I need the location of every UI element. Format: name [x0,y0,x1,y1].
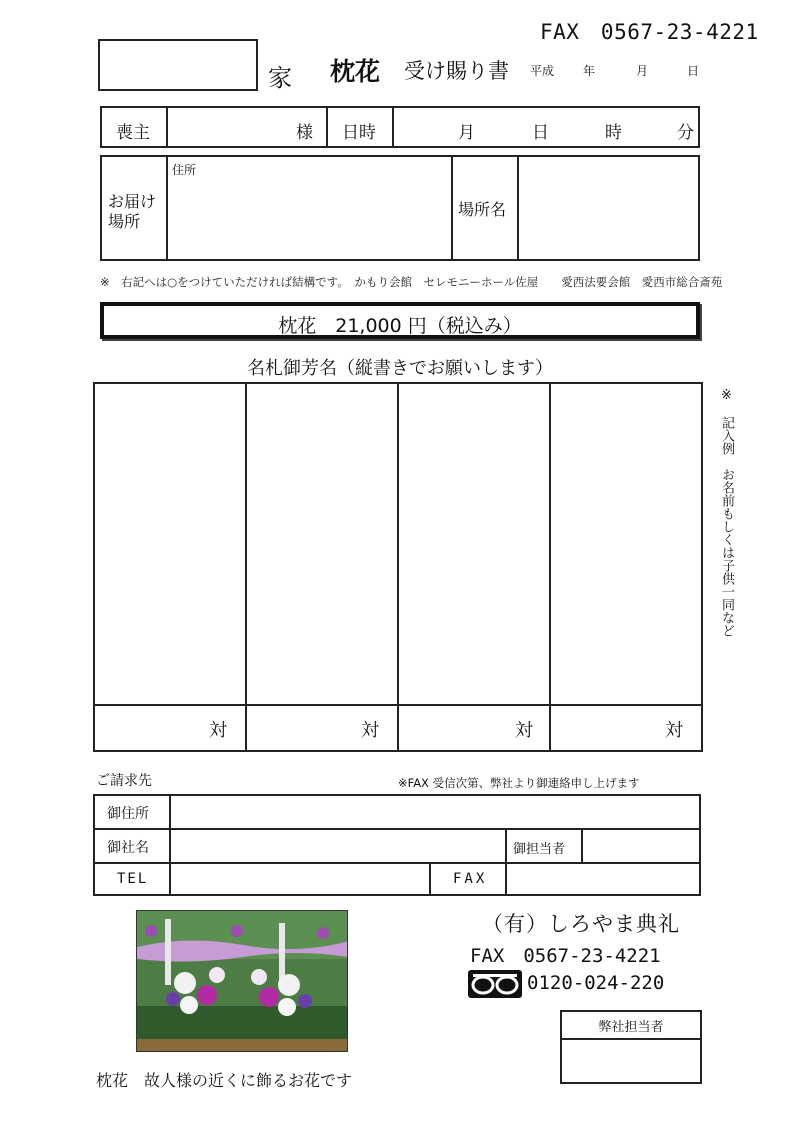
price-box [100,302,700,339]
free-dial-icon [468,970,522,998]
billing-contact-label: 御担当者 [513,842,566,857]
pair-count-2: 対 [361,720,379,741]
place-name-label: 場所名 [458,200,507,219]
billing-tel-label: TEL [117,871,149,887]
date-month-label: 月 [636,64,649,78]
delivery-label-1: お届け [108,192,157,211]
billing-address-field[interactable] [173,798,699,826]
family-suffix: 家 [268,64,292,92]
name-card-field-4[interactable] [553,386,699,702]
billing-label: ご請求先 [96,773,152,789]
staff-field[interactable] [564,1042,698,1080]
name-card-field-1[interactable] [97,386,243,702]
billing-table [93,794,701,896]
pair-count-3: 対 [515,720,533,741]
mourner-label: 喪主 [116,123,150,143]
billing-tel-field[interactable] [173,866,425,894]
billing-fax-field[interactable] [509,866,699,894]
company-name: （有）しろやま典礼 [482,912,680,936]
datetime-hour: 時 [605,123,622,143]
pair-count-1: 対 [209,720,227,741]
name-card-field-3[interactable] [401,386,547,702]
title-main: 枕花 [330,57,381,86]
datetime-month: 月 [458,123,475,143]
pillow-flower-photo [136,910,348,1052]
price-text: 枕花 21,000 円（税込み） [278,315,522,337]
header-fax: FAX 0567-23-4221 [540,20,759,44]
billing-contact-field[interactable] [585,832,699,860]
staff-label: 弊社担当者 [598,1020,664,1035]
mourner-datetime-row [100,106,700,148]
venue-note: ※ 右記へは○をつけていただければ結構です。 かもり会館 セレモニーホール佐屋 愛西法要会館 愛西市総合斎苑 [100,275,723,289]
date-day-label: 日 [687,64,700,78]
billing-company-field[interactable] [173,832,501,860]
free-dial-number: 0120-024-220 [527,972,665,994]
staff-box [560,1010,702,1084]
billing-company-label: 御社名 [107,840,149,856]
pair-count-4: 対 [665,720,683,741]
place-name-field[interactable] [521,159,696,257]
address-label: 住所 [172,163,197,177]
date-year-label: 年 [583,64,596,78]
delivery-label-2: 場所 [108,212,141,231]
title-sub: 受け賜り書 [404,59,509,83]
flower-arrangement-image [137,911,348,1052]
family-name-field[interactable] [98,39,258,91]
address-field[interactable] [170,177,446,257]
datetime-day: 日 [532,123,549,143]
delivery-place-row [100,155,700,261]
datetime-label: 日時 [342,123,376,143]
name-card-field-2[interactable] [249,386,395,702]
billing-note: ※FAX 受信次第、弊社より御連絡申し上げます [398,776,640,790]
date-era: 平成 [530,64,555,78]
mourner-suffix: 様 [296,123,313,143]
name-section-title: 名札御芳名（縦書きでお願いします） [247,358,553,379]
side-note: ※ 記入例 お名前もしくは子供一同など [719,388,734,637]
name-card-grid [93,382,703,752]
datetime-minute: 分 [677,123,694,143]
billing-fax-label: FAX [453,871,488,887]
photo-caption: 枕花 故人様の近くに飾るお花です [96,1071,353,1090]
company-fax: FAX 0567-23-4221 [470,945,661,967]
billing-address-label: 御住所 [107,806,149,822]
